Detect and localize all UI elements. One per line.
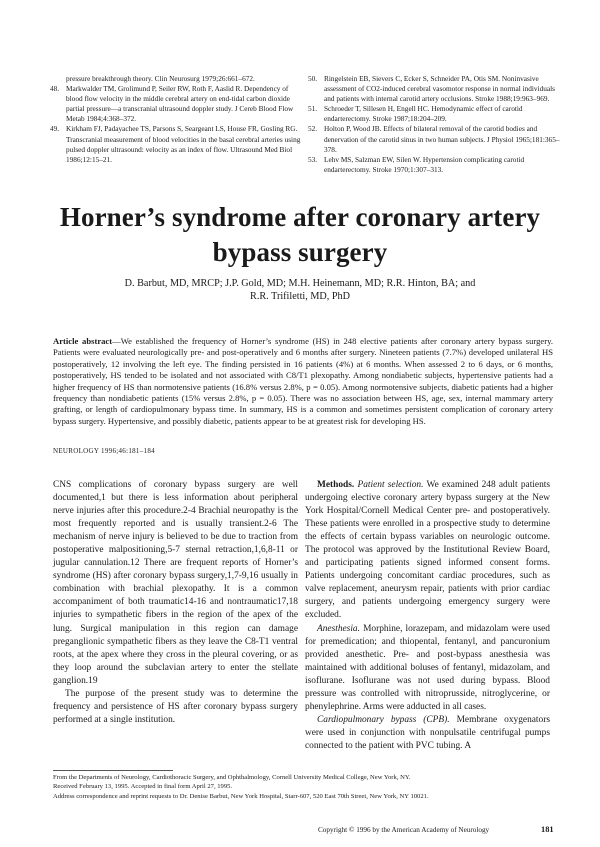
author-list bbox=[90, 277, 510, 303]
footnote-line: Address correspondence and reprint requests to Dr. Denise Barbut, New York Hospital, Starr-607, 520 East 70th Street, New York, NY 10021. bbox=[53, 792, 429, 800]
subsection-heading: Patient selection. bbox=[357, 480, 424, 490]
reference-item bbox=[308, 74, 560, 104]
reference-number: 48. bbox=[50, 84, 60, 94]
author-line: D. Barbut, MD, MRCP; J.P. Gold, MD; M.H. Heinemann, MD; R.R. Hinton, BA; and bbox=[124, 278, 476, 289]
reference-item bbox=[50, 74, 302, 84]
paragraph-text: Membrane oxygenators were used in conjunction with nonpulsatile centrifugal pumps connected to the patient with PVC tubing. A bbox=[305, 714, 550, 751]
article-title bbox=[40, 200, 560, 270]
reference-number: 52. bbox=[308, 124, 318, 134]
reference-list-left bbox=[50, 74, 302, 165]
author-line: R.R. Trifiletti, MD, PhD bbox=[250, 291, 350, 302]
paragraph-text: Morphine, lorazepam, and midazolam were used for premedication; and thiopental, fentanyl, and pancuronium provided anesthetic. Pre- and post-bypass anesthesia was maintained with additional boluses of fentanyl, midazolam, and isoflurane. Isoflurane was not used during bypass. Blood pressure was controlled with nitroprusside, nitroglycerine, or phenylephrine. Arms were adducted in all cases. bbox=[305, 623, 550, 712]
reference-number: 50. bbox=[308, 74, 318, 83]
abstract-label: Article abstract bbox=[53, 336, 113, 346]
subsection-heading: Anesthesia. bbox=[317, 623, 360, 634]
body-paragraph: CNS complications of coronary bypass surgery are well documented,1 but there is less information about peripheral nerve injuries after this procedure.2-4 Brachial neuropathy is the most frequently reported and is usually transient.2-6 The mechanism of nerve injury is believed to be due to traction from postoperative malpositioning,5-7 sternal retraction,1,6,8-11 or jugular cannulation.12 There are frequent reports of Horner’s syndrome (HS) after coronary bypass surgery,1,7-9,16 usually in combination with brachial plexopathy. It is a common accompaniment of both traumatic14-16 and nontraumatic17,18 injuries to sympathetic fibers in the region of the apex of the lung. Surgical manipulation in this region can damage preganglionic sympathetic fibers as they leave the C8-T1 ventral roots, at the apex where they cross in the pleural covering, or as they loop around the subclavian artery to enter the stellate ganglion.19 bbox=[53, 480, 298, 686]
reference-text: Ringelstein EB, Sievers C, Ecker S, Schneider PA, Otis SM. Noninvasive assessment of CO2-induced cerebral vasomotor response in normal individuals and patients with internal carotid artery occlusions. Stroke 1988;19:963–969. bbox=[324, 74, 556, 104]
reference-number: 53. bbox=[308, 154, 318, 164]
reference-text: pressure breakthrough theory. Clin Neurosurg 1979;26:661–672. bbox=[66, 74, 255, 83]
reference-number: 49. bbox=[50, 124, 60, 134]
reference-item bbox=[50, 84, 302, 124]
reference-text: Kirkham FJ, Padayachee TS, Parsons S, Seargeant LS, House FR, Gosling RG. Transcranial measurement of blood velocities in the basal cerebral arteries using pulsed doppler ultrasound: velocity as an index of flow. Ultrasound Med Biol 1986;12:15–21. bbox=[66, 124, 301, 164]
section-heading: Methods. bbox=[317, 480, 355, 490]
reference-text: Holton P, Wood JB. Effects of bilateral removal of the carotid bodies and denervation of the carotid sinus in two human subjects. J Physiol 1965;181:365–378. bbox=[324, 124, 560, 154]
paragraph-text: We examined 248 adult patients undergoing elective coronary artery bypass surgery at the New York Hospital/Cornell Medical Center pre- and postoperatively. These patients were enrolled in a prospective study to determine the effects of certain bypass variables on neurologic outcome. The protocol was approved by the Institutional Review Board, and participating patients signed informed consent forms. Patients undergoing concomitant cardiac procedures, such as valve replacement, aneurysm repair, patients with prior cardiac surgery, and patients undergoing emergency surgery were excluded. bbox=[305, 480, 551, 621]
reference-item bbox=[50, 124, 302, 164]
copyright-notice: Copyright © 1996 by the American Academy of Neurology bbox=[318, 826, 490, 834]
abstract-text: —We established the frequency of Horner’s syndrome (HS) in 248 elective patients after coronary artery bypass surgery. Patients were evaluated neurologically pre- and post-operatively and 6 months after surgery. Nineteen patients (7.7%) developed unilateral HS postoperatively, 12 involving the left eye. The finding persisted in 16 patients (4%) at 6 months. When assessed 2 to 6 days, or 6 months, postoperatively, HS tended to be isolated and not associated with C8/T1 plexopathy. Among nondiabetic subjects, hypertensive patients had a higher frequency of HS than normotensive patients (16.8% versus 2.8%, p = 0.05). Among normotensive subjects, diabetic patients had a higher frequency than nondiabetic patients (15% versus 2.8%, p = 0.05). There was no association between HS, age, sex, internal mammary artery grafting, or length of cardiopulmonary bypass time. In summary, HS is a common and sometimes persistent complication of coronary artery bypass surgery. Hypertensive, and possibly diabetic, patients appear to be at greatest risk for developing HS. bbox=[53, 336, 553, 426]
reference-number: 51. bbox=[308, 104, 318, 114]
footnote-line: Received February 13, 1995. Accepted in final form April 27, 1995. bbox=[53, 783, 233, 791]
article-abstract bbox=[53, 336, 553, 427]
page-number: 181 bbox=[541, 825, 554, 834]
body-paragraph: The purpose of the present study was to determine the frequency and persistence of HS after coronary bypass surgery performed at a single institution. bbox=[53, 688, 298, 725]
title-line: Horner’s syndrome after coronary artery bbox=[59, 202, 541, 232]
footnote-line: From the Departments of Neurology, Cardiothoracic Surgery, and Ophthalmology, Cornell University Medical College, New York, NY. bbox=[53, 774, 411, 781]
reference-item bbox=[308, 124, 560, 154]
anesthesia-paragraph bbox=[305, 623, 550, 714]
methods-paragraph bbox=[305, 479, 550, 623]
reference-item bbox=[308, 104, 560, 124]
reference-item bbox=[308, 155, 560, 175]
reference-list-right bbox=[308, 74, 560, 175]
cpb-paragraph bbox=[305, 714, 550, 753]
body-column-right bbox=[305, 479, 550, 753]
reference-text: Schroeder T, Sillesen H, Engell HC. Hemodynamic effect of carotid endarterectomy. Stroke 1987;18:204–209. bbox=[324, 104, 523, 124]
body-column-left bbox=[53, 479, 298, 727]
footnote bbox=[53, 773, 553, 801]
reference-text: Markwalder TM, Grolimund P, Seiler RW, Roth F, Aaslid R. Dependency of blood flow velocity in the middle cerebral artery on end-tidal carbon dioxide partial pressure—a transcranial ultrasound doppler study. J Cereb Blood Flow Metab 1984;4:368–372. bbox=[66, 84, 294, 124]
subsection-heading: Cardiopulmonary bypass (CPB). bbox=[317, 714, 450, 725]
reference-text: Lehv MS, Salzman EW, Silen W. Hypertension complicating carotid endarterectomy. Stroke 1970;1:307–313. bbox=[324, 154, 525, 174]
title-line: bypass surgery bbox=[212, 237, 388, 267]
journal-citation: NEUROLOGY 1996;46:181–184 bbox=[53, 447, 155, 455]
footnote-divider bbox=[53, 770, 173, 771]
